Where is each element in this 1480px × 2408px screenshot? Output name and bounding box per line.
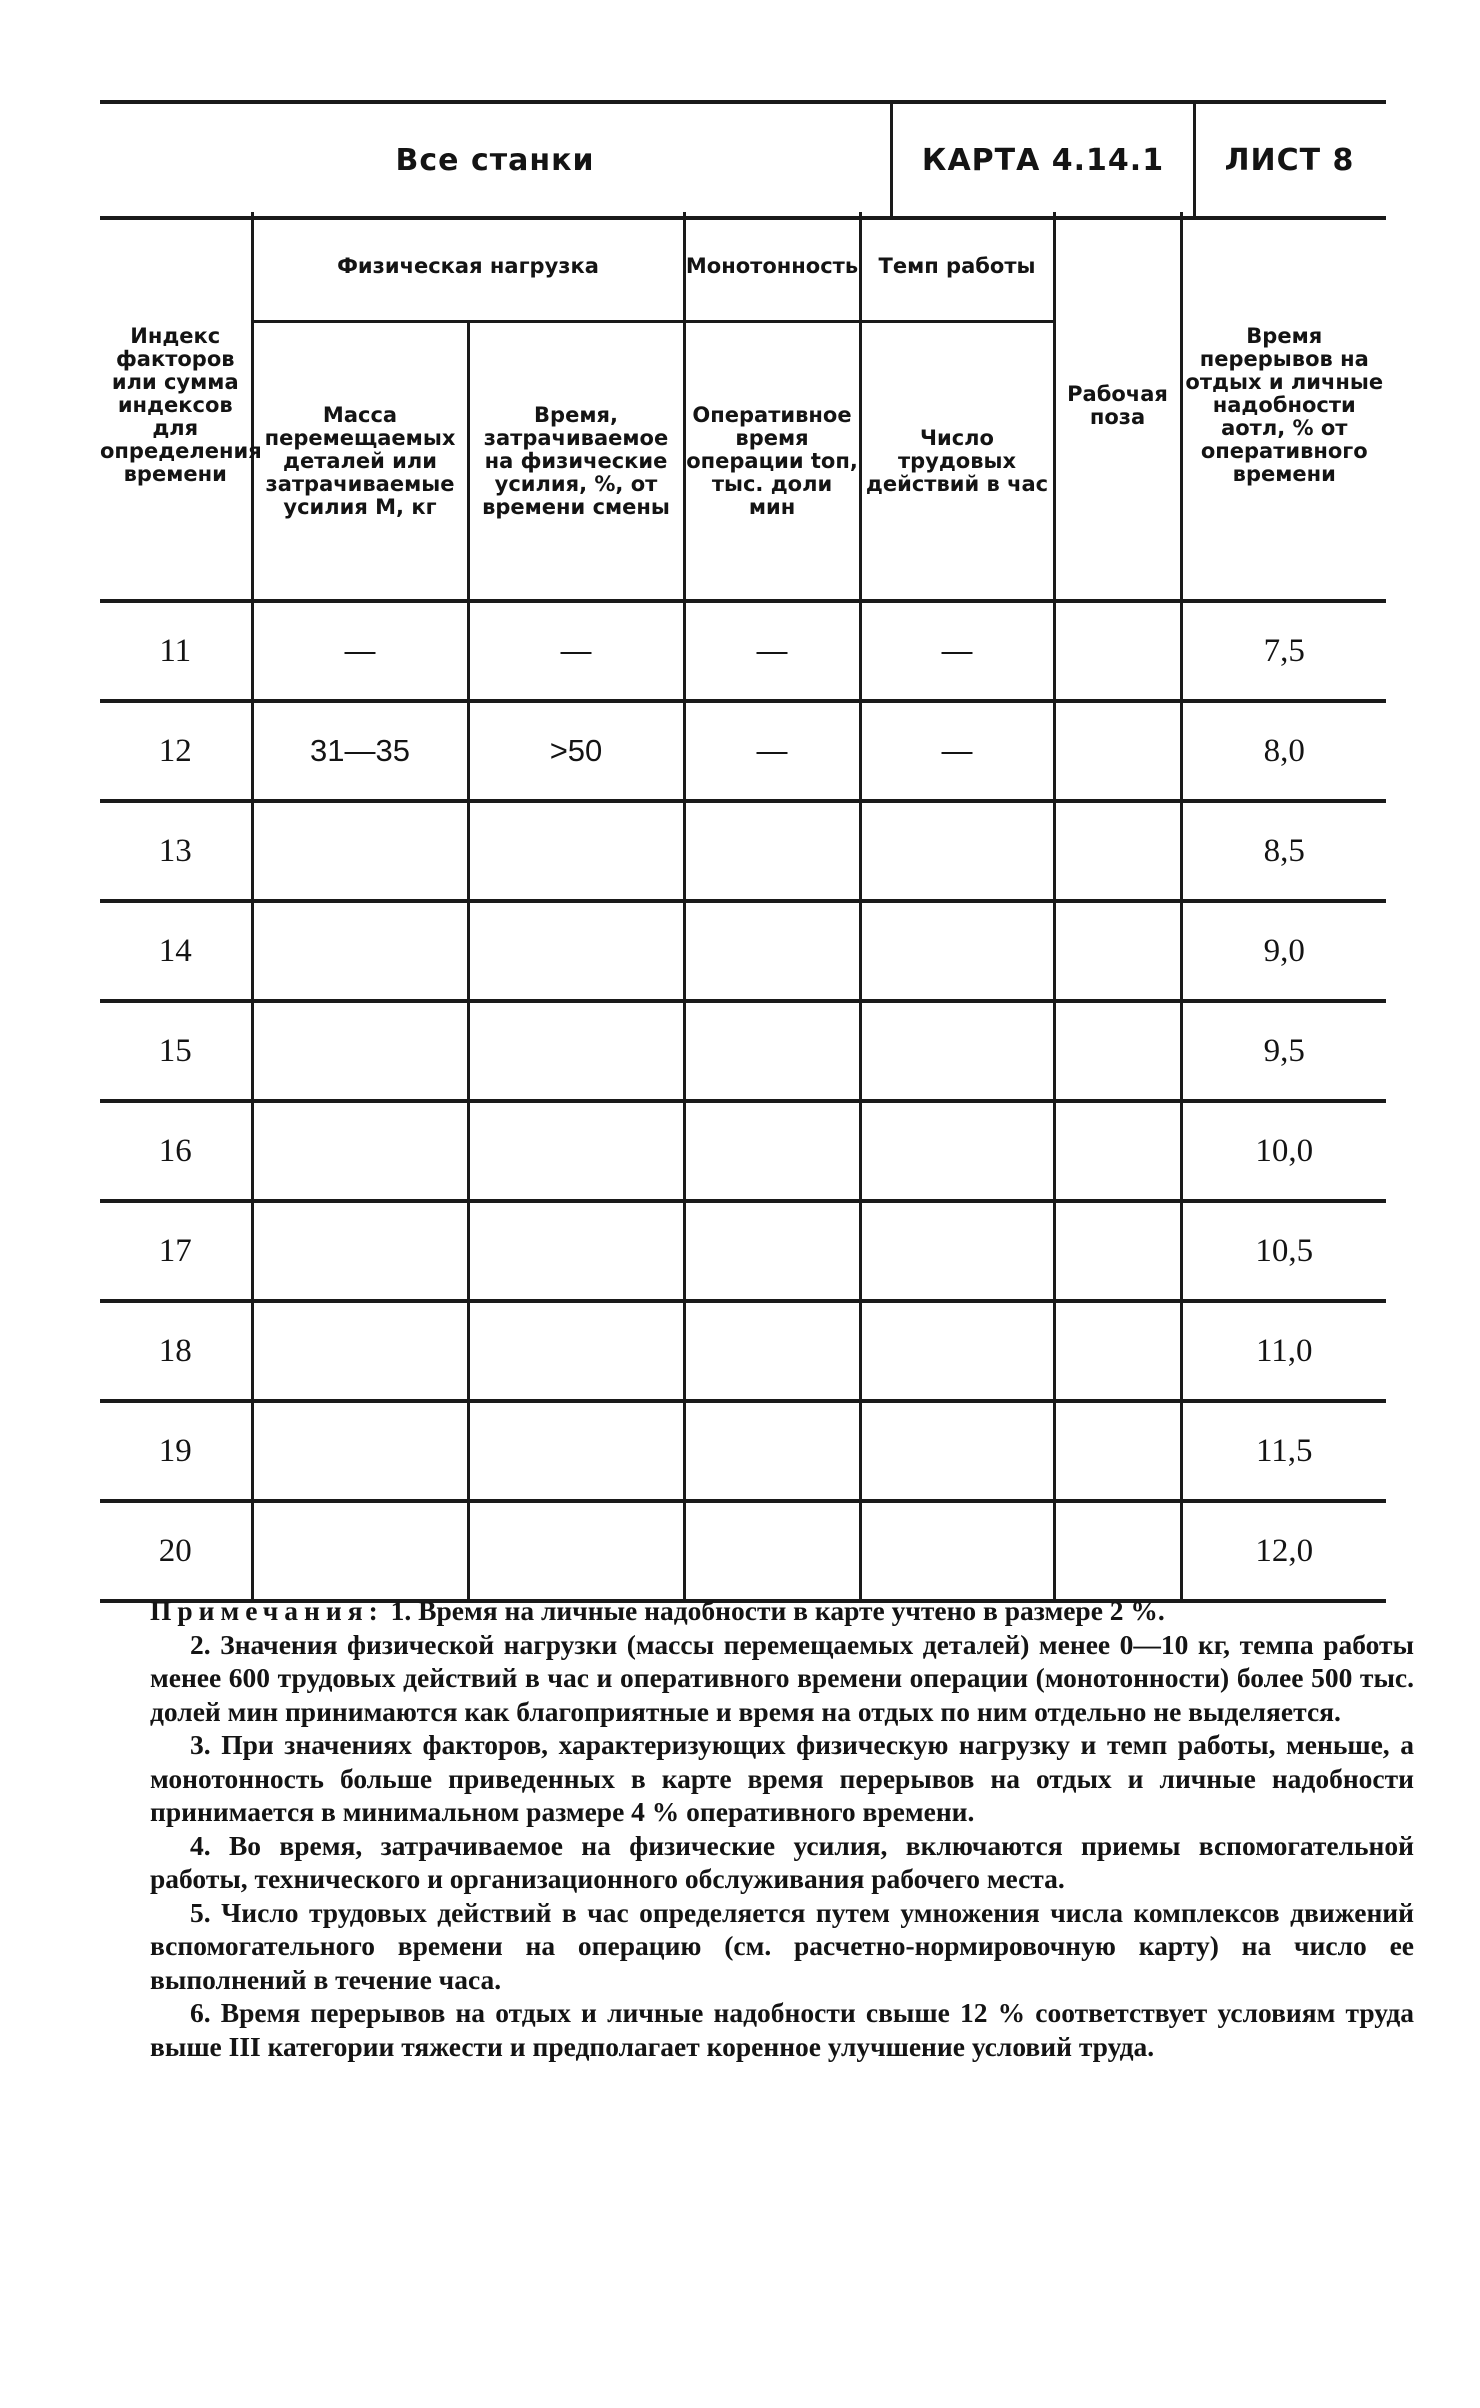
- cell-index: 12: [100, 701, 252, 801]
- cell-actions: [860, 1301, 1054, 1401]
- cell-rest: 10,5: [1181, 1201, 1386, 1301]
- cell-actions: —: [860, 601, 1054, 701]
- note-6: 6. Время перерывов на отдых и личные надобности свыше 12 % соответствует условиям труда выше III категории тяжести и предполагает коренное улучшение условий труда.: [150, 1997, 1414, 2062]
- col-header-posture: Рабочая поза: [1054, 212, 1181, 601]
- note-1: [150, 1594, 1414, 1628]
- note-3: 3. При значениях факторов, характеризующих физическую нагрузку и темп работы, меньше, а монотонность больше приведенных в карте время перерывов на отдых и личные надобности принимается в минимальном размере 4 % оперативного времени.: [150, 1729, 1414, 1827]
- cell-posture: [1054, 601, 1181, 701]
- cell-phys-time: [468, 901, 684, 1001]
- cell-posture: [1054, 1501, 1181, 1601]
- cell-posture: [1054, 1301, 1181, 1401]
- notes-section: [150, 1594, 1414, 2063]
- cell-mass: [252, 1401, 468, 1501]
- cell-actions: [860, 1501, 1054, 1601]
- table-row: [100, 1401, 1386, 1501]
- table-row: [100, 801, 1386, 901]
- col-header-physical-load: Физическая нагрузка: [252, 212, 684, 322]
- cell-phys-time: [468, 1201, 684, 1301]
- cell-op-time: —: [684, 701, 860, 801]
- cell-phys-time: [468, 801, 684, 901]
- col-header-op-time: Оперативное время операции tоп, тыс. доли мин: [684, 322, 860, 602]
- col-header-rest-time: Время перерывов на отдых и личные надобности аотл, % от оперативного времени: [1181, 212, 1386, 601]
- cell-op-time: —: [684, 601, 860, 701]
- cell-op-time: [684, 1001, 860, 1101]
- cell-phys-time: [468, 1401, 684, 1501]
- col-header-tempo: Темп работы: [860, 212, 1054, 322]
- cell-actions: [860, 1001, 1054, 1101]
- cell-mass: [252, 901, 468, 1001]
- rest-time-table: [100, 212, 1386, 1603]
- col-header-phys-time: Время, затрачиваемое на физические усилия, %, от времени смены: [468, 322, 684, 602]
- table-row: [100, 1201, 1386, 1301]
- sheet-number: ЛИСТ 8: [1224, 142, 1355, 178]
- cell-phys-time: [468, 1001, 684, 1101]
- cell-mass: [252, 1201, 468, 1301]
- cell-phys-time: [468, 1301, 684, 1401]
- note-1-text: 1. Время на личные надобности в карте учтено в размере 2 %.: [390, 1595, 1165, 1626]
- table-row: [100, 701, 1386, 801]
- cell-phys-time: [468, 1501, 684, 1601]
- machine-group-title: Все станки: [395, 142, 595, 178]
- notes-lead: Примечания:: [150, 1595, 384, 1626]
- cell-phys-time: [468, 1101, 684, 1201]
- cell-actions: [860, 1101, 1054, 1201]
- cell-actions: [860, 901, 1054, 1001]
- table-row: [100, 1501, 1386, 1601]
- cell-op-time: [684, 1301, 860, 1401]
- col-header-monotony: Монотонность: [684, 212, 860, 322]
- cell-rest: 8,5: [1181, 801, 1386, 901]
- cell-rest: 11,5: [1181, 1401, 1386, 1501]
- cell-mass: [252, 1301, 468, 1401]
- cell-rest: 11,0: [1181, 1301, 1386, 1401]
- cell-posture: [1054, 1201, 1181, 1301]
- col-header-actions: Число трудовых действий в час: [860, 322, 1054, 602]
- note-2: 2. Значения физической нагрузки (массы перемещаемых деталей) менее 0—10 кг, темпа работы менее 600 трудовых действий в час и оперативного времени операции (монотонности) более 500 тыс. долей мин принимаются как благоприятные и время на отдых по ним отдельно не выделяется.: [150, 1628, 1414, 1727]
- cell-rest: 12,0: [1181, 1501, 1386, 1601]
- cell-mass: [252, 1001, 468, 1101]
- cell-rest: 9,5: [1181, 1001, 1386, 1101]
- cell-op-time: [684, 1401, 860, 1501]
- cell-op-time: [684, 1201, 860, 1301]
- cell-posture: [1054, 901, 1181, 1001]
- cell-rest: 7,5: [1181, 601, 1386, 701]
- cell-index: 15: [100, 1001, 252, 1101]
- cell-index: 11: [100, 601, 252, 701]
- cell-index: 18: [100, 1301, 252, 1401]
- table-row: [100, 901, 1386, 1001]
- cell-actions: [860, 1201, 1054, 1301]
- cell-phys-time: —: [468, 601, 684, 701]
- cell-mass: [252, 1101, 468, 1201]
- cell-posture: [1054, 1401, 1181, 1501]
- cell-mass: 31—35: [252, 701, 468, 801]
- cell-actions: [860, 1401, 1054, 1501]
- cell-mass: [252, 1501, 468, 1601]
- cell-op-time: [684, 1101, 860, 1201]
- cell-actions: —: [860, 701, 1054, 801]
- cell-rest: 8,0: [1181, 701, 1386, 801]
- card-number: КАРТА 4.14.1: [890, 104, 1196, 216]
- cell-mass: [252, 801, 468, 901]
- note-4: 4. Во время, затрачиваемое на физические усилия, включаются приемы вспомогательной работы, технического и организационного обслуживания рабочего места.: [150, 1829, 1414, 1894]
- cell-phys-time: >50: [468, 701, 684, 801]
- table-row: [100, 1301, 1386, 1401]
- cell-posture: [1054, 1101, 1181, 1201]
- col-header-index: Индекс факторов или сумма индексов для определения времени: [100, 212, 252, 601]
- cell-index: 16: [100, 1101, 252, 1201]
- cell-actions: [860, 801, 1054, 901]
- note-5: 5. Число трудовых действий в час определяется путем умножения числа комплексов движений вспомогательного времени на операцию (см. расчетно-нормировочную карту) на число ее выполнений в течение часа.: [150, 1896, 1414, 1995]
- cell-index: 17: [100, 1201, 252, 1301]
- table-row: [100, 601, 1386, 701]
- cell-op-time: [684, 901, 860, 1001]
- cell-index: 13: [100, 801, 252, 901]
- card-header: [100, 100, 1386, 220]
- cell-posture: [1054, 1001, 1181, 1101]
- col-header-mass: Масса перемещаемых деталей или затрачиваемые усилия M, кг: [252, 322, 468, 602]
- cell-index: 20: [100, 1501, 252, 1601]
- table-row: [100, 1101, 1386, 1201]
- cell-index: 19: [100, 1401, 252, 1501]
- cell-op-time: [684, 1501, 860, 1601]
- cell-posture: [1054, 801, 1181, 901]
- cell-rest: 9,0: [1181, 901, 1386, 1001]
- table-row: [100, 1001, 1386, 1101]
- cell-posture: [1054, 701, 1181, 801]
- cell-rest: 10,0: [1181, 1101, 1386, 1201]
- cell-op-time: [684, 801, 860, 901]
- cell-mass: —: [252, 601, 468, 701]
- cell-index: 14: [100, 901, 252, 1001]
